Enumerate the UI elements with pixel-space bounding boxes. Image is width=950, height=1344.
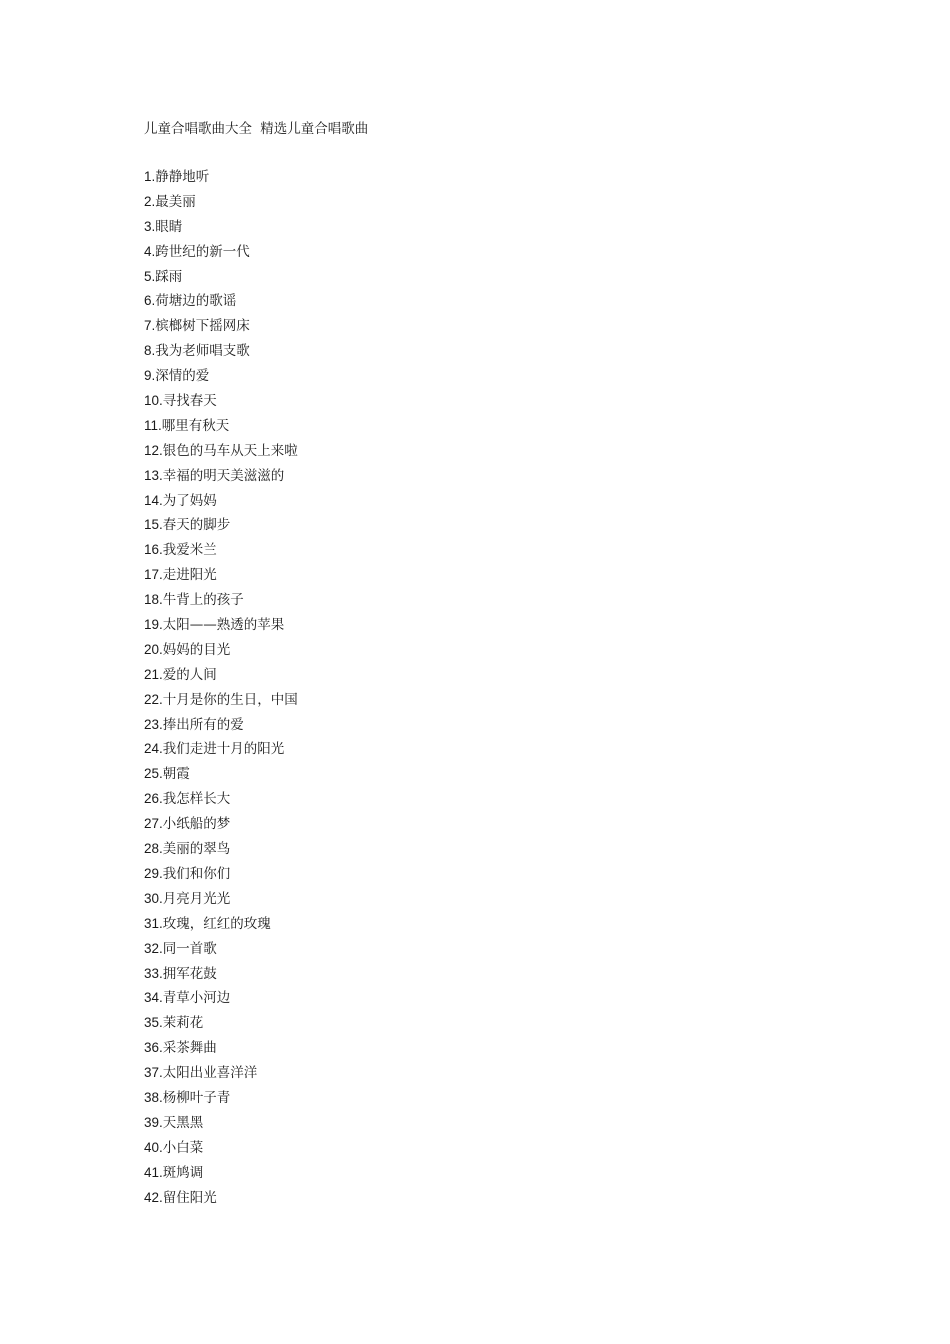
- song-number: 9.: [144, 368, 156, 384]
- song-number: 2.: [144, 193, 156, 209]
- song-number: 22.: [144, 691, 163, 707]
- song-number: 37.: [144, 1065, 163, 1081]
- song-number: 8.: [144, 343, 156, 359]
- song-number: 21.: [144, 666, 163, 682]
- song-number: 31.: [144, 915, 163, 931]
- song-title: 幸福的明天美滋滋的: [162, 467, 285, 484]
- list-item: [144, 790, 298, 815]
- song-title: 妈妈的目光: [162, 641, 231, 658]
- list-item: [144, 840, 298, 865]
- list-item: [144, 1064, 298, 1089]
- document-title: 儿童合唱歌曲大全 精选儿童合唱歌曲: [144, 121, 369, 137]
- list-item: [144, 716, 298, 741]
- song-title: 寻找春天: [162, 393, 217, 410]
- song-title: 小白菜: [162, 1139, 204, 1156]
- list-item: [144, 268, 298, 293]
- list-item: [144, 1039, 298, 1064]
- song-title: 春天的脚步: [162, 517, 231, 534]
- song-number: 12.: [144, 442, 163, 458]
- song-number: 39.: [144, 1114, 163, 1130]
- list-item: [144, 940, 298, 965]
- list-item: [144, 392, 298, 417]
- song-number: 11.: [144, 417, 162, 433]
- list-item: [144, 1014, 298, 1039]
- song-number: 13.: [144, 467, 163, 483]
- song-title: 我们和你们: [162, 865, 231, 882]
- song-title: 深情的爱: [155, 368, 210, 385]
- list-item: [144, 865, 298, 890]
- song-number: 19.: [144, 617, 163, 633]
- song-number: 26.: [144, 791, 163, 807]
- song-title: 爱的人间: [162, 666, 217, 683]
- list-item: [144, 417, 298, 442]
- song-number: 32.: [144, 940, 163, 956]
- song-number: 23.: [144, 716, 163, 732]
- list-item: [144, 218, 298, 243]
- list-item: [144, 1189, 298, 1214]
- song-number: 25.: [144, 766, 163, 782]
- song-number: 41.: [144, 1164, 163, 1180]
- song-title: 斑鸠调: [162, 1164, 204, 1181]
- song-title: 跨世纪的新一代: [155, 243, 250, 260]
- song-title: 荷塘边的歌谣: [155, 293, 237, 310]
- song-number: 17.: [144, 567, 163, 583]
- song-number: 1.: [144, 169, 156, 184]
- song-number: 15.: [144, 517, 163, 533]
- song-title: 茉莉花: [162, 1015, 204, 1032]
- song-list: [144, 168, 298, 1213]
- song-title: 我爱米兰: [162, 542, 217, 559]
- song-number: 3.: [144, 218, 156, 234]
- list-item: [144, 566, 298, 591]
- list-item: [144, 317, 298, 342]
- song-number: 34.: [144, 990, 163, 1006]
- song-title: 玫瑰，红红的玫瑰: [162, 915, 271, 932]
- song-title: 天黑黑: [162, 1114, 204, 1131]
- list-item: [144, 765, 298, 790]
- song-number: 24.: [144, 741, 163, 757]
- song-title: 十月是你的生日，中国: [162, 691, 298, 708]
- song-number: 20.: [144, 641, 163, 657]
- list-item: [144, 666, 298, 691]
- song-title: 拥军花鼓: [162, 965, 217, 982]
- song-title: 银色的马车从天上来啦: [162, 442, 298, 459]
- song-title: 小纸船的梦: [162, 816, 231, 833]
- song-number: 7.: [144, 318, 156, 334]
- list-item: [144, 616, 298, 641]
- song-title: 我为老师唱支歌: [155, 343, 250, 360]
- list-item: [144, 641, 298, 666]
- song-title: 牛背上的孩子: [162, 592, 244, 609]
- song-title: 青草小河边: [162, 990, 231, 1007]
- song-number: 6.: [144, 293, 156, 309]
- list-item: [144, 492, 298, 517]
- song-number: 16.: [144, 542, 163, 558]
- list-item: [144, 342, 298, 367]
- list-item: [144, 467, 298, 492]
- list-item: [144, 1089, 298, 1114]
- song-number: 42.: [144, 1189, 163, 1205]
- list-item: [144, 1114, 298, 1139]
- song-title: 踩雨: [155, 268, 183, 285]
- list-item: [144, 1139, 298, 1164]
- list-item: [144, 989, 298, 1014]
- list-item: [144, 815, 298, 840]
- song-title: 太阳出业喜洋洋: [162, 1065, 258, 1082]
- song-title: 太阳——熟透的苹果: [162, 617, 285, 634]
- list-item: [144, 243, 298, 268]
- song-number: 30.: [144, 890, 163, 906]
- song-number: 29.: [144, 865, 163, 881]
- list-item: [144, 367, 298, 392]
- song-number: 10.: [144, 393, 163, 409]
- list-item: [144, 442, 298, 467]
- song-title: 朝霞: [162, 766, 190, 783]
- song-number: 27.: [144, 816, 163, 832]
- song-title: 我们走进十月的阳光: [162, 741, 285, 758]
- song-title: 槟榔树下摇网床: [155, 318, 250, 335]
- list-item: [144, 691, 298, 716]
- song-title: 留住阳光: [162, 1189, 217, 1206]
- song-title: 哪里有秋天: [161, 417, 230, 434]
- song-title: 我怎样长大: [162, 791, 231, 808]
- song-number: 38.: [144, 1089, 163, 1105]
- list-item: [144, 965, 298, 990]
- list-item: [144, 193, 298, 218]
- song-title: 杨柳叶子青: [162, 1089, 231, 1106]
- list-item: [144, 292, 298, 317]
- list-item: [144, 915, 298, 940]
- list-item: [144, 740, 298, 765]
- song-title: 静静地听: [155, 169, 210, 185]
- song-number: 33.: [144, 965, 163, 981]
- song-title: 最美丽: [155, 193, 196, 210]
- song-number: 18.: [144, 592, 163, 608]
- song-title: 眼睛: [155, 218, 183, 235]
- song-number: 36.: [144, 1040, 163, 1056]
- song-number: 28.: [144, 841, 163, 857]
- song-title: 捧出所有的爱: [162, 716, 244, 733]
- list-item: [144, 168, 298, 193]
- song-number: 40.: [144, 1139, 163, 1155]
- song-number: 5.: [144, 268, 156, 284]
- list-item: [144, 541, 298, 566]
- song-title: 美丽的翠鸟: [162, 841, 231, 858]
- song-title: 月亮月光光: [162, 890, 231, 907]
- list-item: [144, 1164, 298, 1189]
- list-item: [144, 591, 298, 616]
- song-number: 35.: [144, 1015, 163, 1031]
- song-title: 走进阳光: [162, 567, 217, 584]
- song-number: 4.: [144, 243, 156, 259]
- song-number: 14.: [144, 492, 163, 508]
- list-item: [144, 890, 298, 915]
- list-item: [144, 516, 298, 541]
- song-title: 同一首歌: [162, 940, 217, 957]
- song-title: 采茶舞曲: [162, 1040, 217, 1057]
- song-title: 为了妈妈: [162, 492, 217, 509]
